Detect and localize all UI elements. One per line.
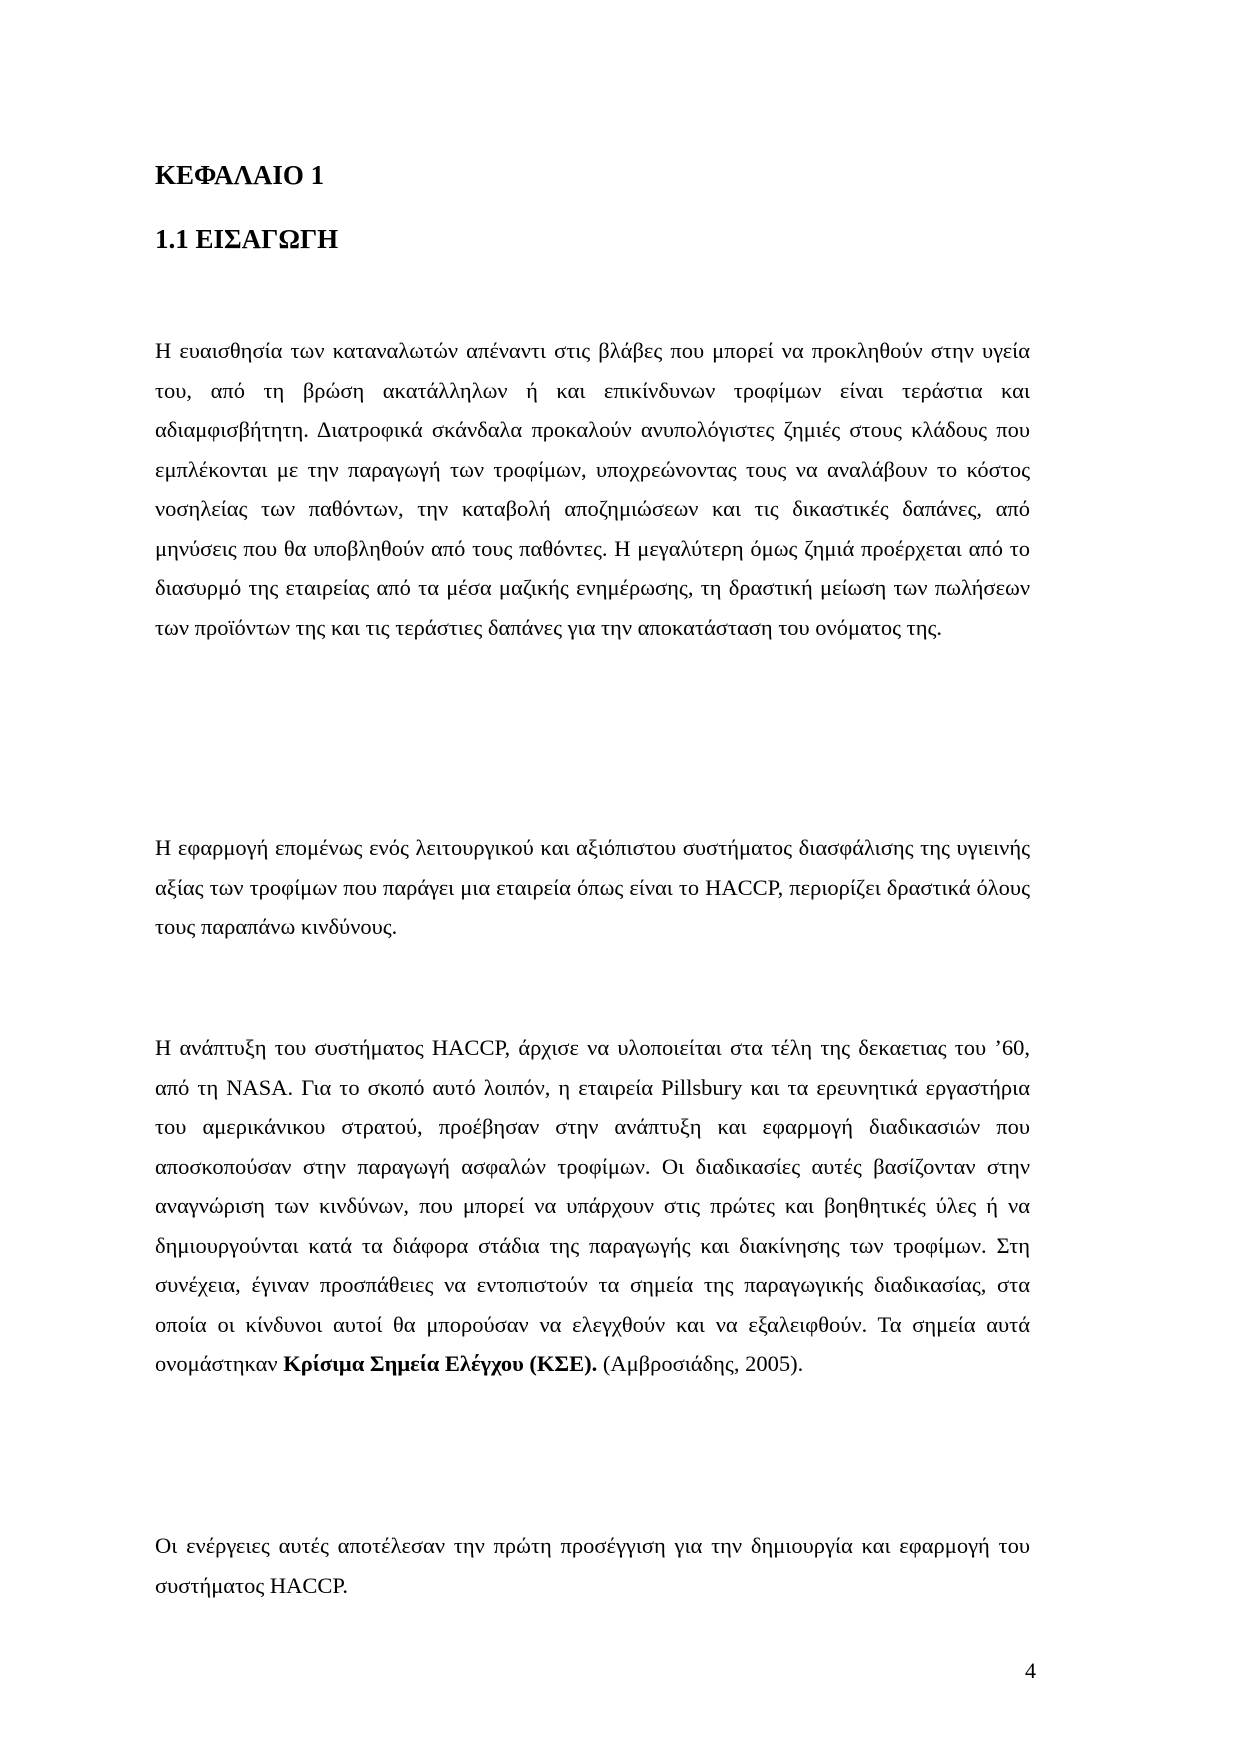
paragraph-haccp-application: Η εφαρμογή επομένως ενός λειτουργικού και αξιόπιστου συστήματος διασφάλισης της υγιεινής αξίας των τροφίμων που παράγει μια εταιρεία όπως είναι το HACCP, περιορίζει δραστικά όλους τους παραπάνω κινδύνους. — [155, 835, 1030, 939]
paragraph-haccp-history — [155, 1028, 1030, 1384]
paragraph-history-text: Η ανάπτυξη του συστήματος HACCP, άρχισε να υλοποιείται στα τέλη της δεκαετιας του ’60, από τη NASA. Για το σκοπό αυτό λοιπόν, η εταιρεία Pillsbury και τα ερευνητικά εργαστήρια του αμερικάνικου στρατού, προέβησαν στην ανάπτυξη και εφαρμογή διαδικασιών που αποσκοπούσαν στην παραγωγή ασφαλών τροφίμων. Οι διαδικασίες αυτές βασίζονταν στην αναγνώριση των κινδύνων, που μπορεί να υπάρχουν στις πρώτες και βοηθητικές ύλες ή να δημιουργούνται κατά τα διάφορα στάδια της παραγωγής και διακίνησης των τροφίμων. Στη συνέχεια, έγιναν προσπάθειες να εντοπιστούν τα σημεία της παραγωγικής διαδικασίας, στα οποία οι κίνδυνοι αυτοί θα μπορούσαν να ελεγχθούν και να εξαλειφθούν. Τα σημεία αυτά ονομάστηκαν — [155, 1035, 1030, 1376]
chapter-heading: ΚΕΦΑΛΑΙΟ 1 — [155, 160, 325, 190]
section-heading: 1.1 ΕΙΣΑΓΩΓΗ — [155, 224, 339, 254]
citation: (Αμβροσιάδης, 2005). — [597, 1351, 804, 1376]
paragraph-first-approach: Οι ενέργειες αυτές αποτέλεσαν την πρώτη προσέγγιση για την δημιουργία και εφαρμογή του συστήματος HACCP. — [155, 1533, 1030, 1598]
critical-control-points-term: Κρίσιμα Σημεία Ελέγχου (ΚΣΕ). — [283, 1351, 598, 1376]
page-number: 4 — [1025, 1658, 1036, 1683]
paragraph-intro: Η ευαισθησία των καταναλωτών απέναντι στις βλάβες που μπορεί να προκληθούν στην υγεία του, από τη βρώση ακατάλληλων ή και επικίνδυνων τροφίμων είναι τεράστια και αδιαμφισβήτητη. Διατροφικά σκάνδαλα προκαλούν ανυπολόγιστες ζημιές στους κλάδους που εμπλέκονται με την παραγωγή των τροφίμων, υποχρεώνοντας τους να αναλάβουν το κόστος νοσηλείας των παθόντων, την καταβολή αποζημιώσεων και τις δικαστικές δαπάνες, από μηνύσεις που θα υποβληθούν από τους παθόντες. Η μεγαλύτερη όμως ζημιά προέρχεται από το διασυρμό της εταιρείας από τα μέσα μαζικής ενημέρωσης, τη δραστική μείωση των πωλήσεων των προϊόντων της και τις τεράστιες δαπάνες για την αποκατάσταση του ονόματος της. — [155, 338, 1030, 640]
